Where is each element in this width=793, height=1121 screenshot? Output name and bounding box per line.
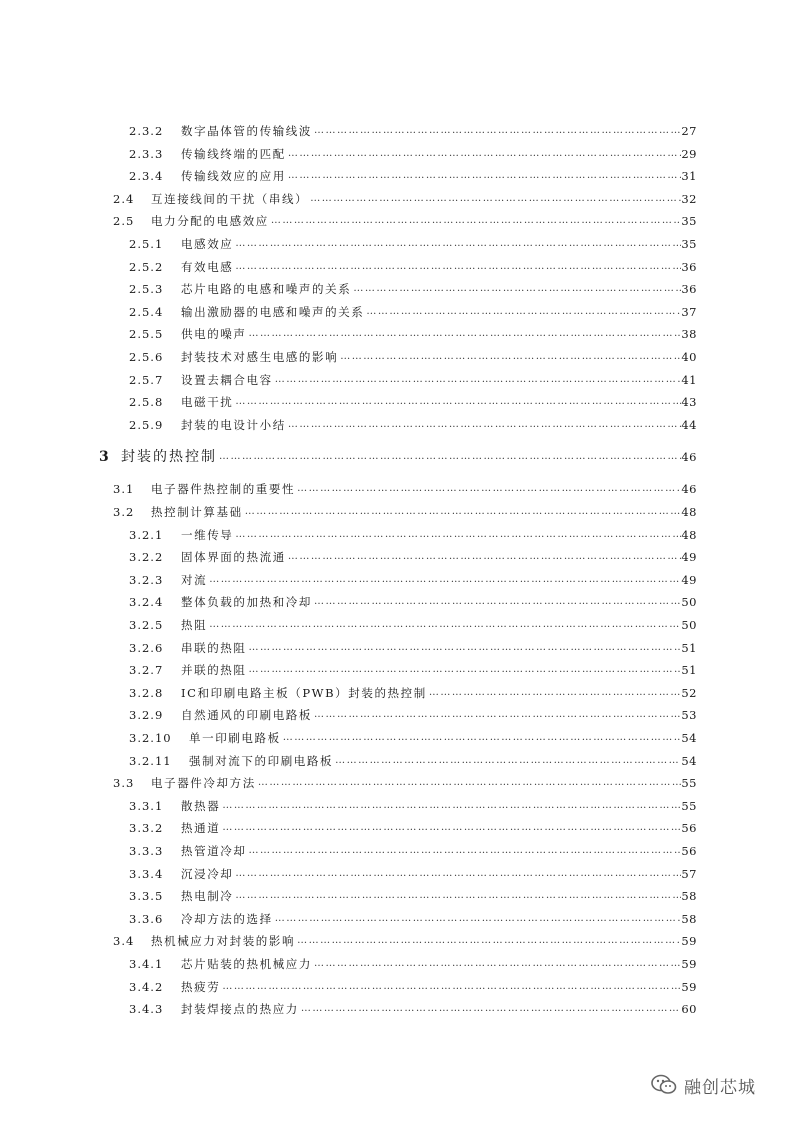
toc-entry-number: 3.3.1: [129, 798, 164, 813]
toc-entry-title: 设置去耦合电容: [181, 372, 273, 387]
toc-entry-number: 2.3.3: [129, 146, 164, 161]
toc-entry-title: 强制对流下的印刷电路板: [189, 753, 334, 768]
toc-leader-dots: [258, 776, 682, 790]
toc-entry[interactable]: [129, 276, 697, 296]
toc-entry[interactable]: [129, 367, 697, 387]
toc-entry-title: 传输线终端的匹配: [181, 146, 286, 161]
toc-entry-page: 46: [681, 482, 697, 497]
toc-entry-number: 2.5: [113, 214, 135, 229]
toc-leader-dots: [366, 305, 681, 319]
toc-entry[interactable]: [129, 118, 697, 138]
toc-entry-number: 3.3: [113, 776, 135, 791]
toc-entry[interactable]: [129, 544, 697, 564]
toc-entry-number: 2.5.7: [129, 372, 164, 387]
toc-entry-page: 54: [681, 731, 697, 745]
toc-entry[interactable]: [129, 321, 697, 341]
toc-leader-dots: [314, 708, 681, 722]
toc-entry[interactable]: [129, 861, 697, 881]
toc-entry[interactable]: [129, 793, 697, 813]
toc-entry-page: 51: [681, 663, 697, 678]
toc-entry-page: 51: [681, 640, 697, 655]
toc-entry[interactable]: [129, 906, 697, 926]
toc-entry-page: 52: [681, 685, 697, 700]
toc-leader-dots: [314, 595, 681, 609]
toc-entry-number: 3.2.6: [129, 640, 164, 655]
toc-entry-number: 3.3.4: [129, 866, 164, 881]
toc-leader-dots: [235, 395, 681, 409]
toc-entry-page: 59: [681, 957, 697, 971]
toc-leader-dots: [283, 731, 682, 745]
toc-leader-dots: [297, 934, 681, 948]
toc-entry-title: 供电的噪声: [181, 327, 247, 342]
toc-entry-number: 3.4.1: [129, 957, 164, 971]
toc-entry-title: 沉浸冷却: [181, 866, 234, 881]
toc-entry-title: 热机械应力对封装的影响: [151, 934, 296, 949]
toc-entry-title: 芯片电路的电感和噪声的关系: [181, 282, 352, 297]
toc-entry[interactable]: [129, 748, 697, 768]
toc-entry[interactable]: [129, 612, 697, 632]
toc-leader-dots: [288, 418, 682, 432]
toc-entry[interactable]: [129, 389, 697, 409]
toc-entry[interactable]: [113, 499, 697, 519]
toc-entry-page: 53: [681, 708, 697, 723]
toc-leader-dots: [335, 754, 681, 768]
toc-leader-dots: [249, 327, 682, 341]
toc-entry-page: 60: [681, 1002, 697, 1017]
toc-leader-dots: [245, 505, 682, 519]
toc-entry-title: 电磁干扰: [181, 395, 234, 410]
toc-entry-page: 46: [681, 450, 697, 465]
toc-entry-page: 54: [681, 753, 697, 768]
toc-entry-title: 封装的热控制: [121, 449, 217, 466]
toc-entry-title: 自然通风的印刷电路板: [181, 708, 312, 723]
toc-entry-page: 59: [681, 934, 697, 949]
toc-entry-title: 串联的热阻: [181, 640, 247, 655]
toc-entry-number: 3.2.5: [129, 618, 164, 632]
toc-entry-title: 传输线效应的应用: [181, 169, 286, 184]
toc-entry-number: 3.3.3: [129, 844, 164, 858]
toc-entry-page: 36: [681, 282, 697, 297]
toc-leader-dots: [219, 450, 681, 464]
toc-leader-dots: [249, 641, 682, 655]
toc-entry[interactable]: [113, 476, 697, 496]
toc-entry-page: 27: [681, 124, 697, 138]
toc-entry-page: 32: [681, 191, 697, 206]
toc-entry-page: 49: [681, 572, 697, 587]
toc-entry-number: 2.5.6: [129, 350, 164, 364]
toc-entry-title: 固体界面的热流通: [181, 550, 286, 565]
toc-entry-number: 3.2.11: [129, 753, 172, 768]
toc-entry-title: 整体负载的加热和冷却: [181, 595, 312, 610]
toc-entry-page: 37: [681, 304, 697, 319]
toc-entry-number: 3.4.2: [129, 979, 164, 994]
toc-leader-dots: [288, 169, 682, 183]
toc-entry-number: 2.5.4: [129, 304, 164, 319]
toc-entry-title: 电子器件冷却方法: [151, 776, 256, 791]
toc-entry[interactable]: [129, 412, 697, 432]
toc-entry-number: 3.2.3: [129, 572, 164, 587]
toc-entry-title: 热疲劳: [181, 979, 221, 994]
toc-leader-dots: [249, 663, 682, 677]
toc-leader-dots: [235, 237, 681, 251]
toc-entry-number: 3.4.3: [129, 1002, 164, 1017]
toc-leader-dots: [222, 980, 681, 994]
toc-entry[interactable]: [113, 186, 697, 206]
toc-entry-page: 31: [681, 169, 697, 184]
toc-entry-number: 3.2.7: [129, 663, 164, 678]
toc-entry[interactable]: [129, 815, 697, 835]
toc-entry[interactable]: [129, 344, 697, 364]
toc-entry-number: 3.2.1: [129, 527, 164, 542]
toc-entry-number: 3.3.2: [129, 821, 164, 836]
toc-entry-number: 3.2.8: [129, 685, 164, 700]
toc-entry-title: 热控制计算基础: [151, 505, 243, 519]
toc-leader-dots: [275, 373, 682, 387]
toc-entry[interactable]: [129, 657, 697, 677]
toc-entry[interactable]: [113, 770, 697, 790]
toc-entry[interactable]: [129, 589, 697, 609]
toc-entry-title: 电子器件热控制的重要性: [151, 482, 296, 497]
toc-leader-dots: [271, 214, 681, 228]
toc-entry-number: 3.2.2: [129, 550, 164, 565]
toc-entry-number: 2.5.8: [129, 395, 164, 410]
toc-leader-dots: [301, 1002, 681, 1016]
toc-leader-dots: [222, 821, 681, 835]
toc-entry-title: 对流: [181, 572, 208, 587]
toc-entry-number: 2.3.4: [129, 169, 164, 184]
wechat-icon: [650, 1073, 678, 1097]
toc-entry[interactable]: [129, 702, 697, 722]
toc-leader-dots: [340, 350, 681, 364]
toc-entry-page: 29: [681, 146, 697, 161]
toc-entry[interactable]: [129, 522, 697, 542]
toc-entry-page: 56: [681, 821, 697, 836]
toc-leader-dots: [429, 686, 682, 700]
toc-entry-title: 芯片贴装的热机械应力: [181, 957, 312, 971]
toc-entry[interactable]: [129, 231, 697, 251]
toc-entry-title: 一维传导: [181, 527, 234, 542]
toc-leader-dots: [222, 799, 681, 813]
toc-leader-dots: [209, 618, 681, 632]
toc-entry-number: 2.3.2: [129, 124, 164, 138]
toc-entry[interactable]: [129, 680, 697, 700]
toc-entry[interactable]: [129, 567, 697, 587]
toc-entry-number: 3.3.5: [129, 889, 164, 904]
toc-entry-page: 50: [681, 618, 697, 632]
toc-entry-page: 59: [681, 979, 697, 994]
toc-entry-number: 3.1: [113, 482, 135, 497]
toc-entry-page: 56: [681, 844, 697, 858]
toc-entry-title: 热通道: [181, 821, 221, 836]
toc-entry-number: 3: [99, 449, 110, 466]
toc-entry-page: 40: [681, 350, 697, 364]
toc-entry-number: 2.5.5: [129, 327, 164, 342]
toc-entry-title: IC和印刷电路主板（PWB）封装的热控制: [181, 685, 427, 700]
toc-entry[interactable]: [113, 928, 697, 948]
toc-leader-dots: [353, 282, 681, 296]
toc-entry-page: 58: [681, 889, 697, 904]
toc-entry-number: 2.5.1: [129, 237, 164, 251]
toc-entry-number: 3.2.10: [129, 731, 172, 745]
toc-entry-title: 封装焊接点的热应力: [181, 1002, 299, 1017]
toc-leader-dots: [310, 192, 681, 206]
toc-entry[interactable]: [129, 635, 697, 655]
toc-entry[interactable]: [129, 299, 697, 319]
toc-entry[interactable]: [129, 951, 697, 971]
toc-entry-title: 热阻: [181, 618, 208, 632]
toc-entry-page: 55: [681, 776, 697, 791]
toc-leader-dots: [314, 957, 681, 971]
toc-entry-page: 44: [681, 417, 697, 432]
toc-entry-title: 封装的电设计小结: [181, 417, 286, 432]
toc-entry[interactable]: [129, 974, 697, 994]
watermark-text: 融创芯城: [684, 1077, 756, 1098]
toc-entry-page: 50: [681, 595, 697, 610]
toc-entry-number: 3.2: [113, 505, 135, 519]
toc-entry[interactable]: [113, 208, 697, 228]
toc-leader-dots: [297, 482, 681, 496]
toc-entry-page: 35: [681, 214, 697, 229]
toc-entry-number: 3.4: [113, 934, 135, 949]
toc-chapter-entry[interactable]: [99, 444, 697, 464]
toc-entry-page: 43: [681, 395, 697, 410]
toc-entry-page: 49: [681, 550, 697, 565]
toc-leader-dots: [235, 867, 681, 881]
toc-entry-title: 热管道冷却: [181, 844, 247, 858]
toc-entry[interactable]: [129, 725, 697, 745]
toc-entry-page: 48: [681, 505, 697, 519]
toc-leader-dots: [209, 573, 681, 587]
toc-entry-title: 电感效应: [181, 237, 234, 251]
toc-entry-page: 58: [681, 911, 697, 926]
toc-entry-title: 互连接线间的干扰（串线）: [151, 191, 309, 206]
toc-entry-page: 38: [681, 327, 697, 342]
toc-entry-title: 散热器: [181, 798, 221, 813]
toc-entry[interactable]: [129, 996, 697, 1016]
toc-leader-dots: [275, 912, 682, 926]
toc-entry-title: 热电制冷: [181, 889, 234, 904]
toc-entry-title: 数字晶体管的传输线波: [181, 124, 312, 138]
toc-entry-page: 35: [681, 237, 697, 251]
toc-entry-title: 有效电感: [181, 259, 234, 274]
toc-leader-dots: [288, 147, 682, 161]
toc-entry[interactable]: [129, 163, 697, 183]
toc-entry[interactable]: [129, 838, 697, 858]
toc-entry[interactable]: [129, 883, 697, 903]
toc-entry-number: 2.5.9: [129, 417, 164, 432]
toc-entry-page: 48: [681, 527, 697, 542]
toc-entry-number: 2.4: [113, 191, 135, 206]
toc-entry-number: 3.2.9: [129, 708, 164, 723]
toc-entry-number: 2.5.2: [129, 259, 164, 274]
toc-leader-dots: [314, 124, 681, 138]
toc-entry-number: 2.5.3: [129, 282, 164, 297]
toc-entry-title: 电力分配的电感效应: [151, 214, 269, 229]
toc-leader-dots: [249, 844, 682, 858]
toc-entry-page: 36: [681, 259, 697, 274]
toc-leader-dots: [288, 550, 682, 564]
toc-leader-dots: [235, 260, 681, 274]
toc-leader-dots: [235, 889, 681, 903]
toc-entry-title: 冷却方法的选择: [181, 911, 273, 926]
toc-entry-title: 输出激励器的电感和噪声的关系: [181, 304, 365, 319]
toc-entry-page: 41: [681, 372, 697, 387]
toc-leader-dots: [235, 528, 681, 542]
watermark: [650, 1070, 756, 1100]
toc-entry-title: 封装技术对感生电感的影响: [181, 350, 339, 364]
toc-entry-number: 3.2.4: [129, 595, 164, 610]
toc-entry-number: 3.3.6: [129, 911, 164, 926]
toc-entry[interactable]: [129, 141, 697, 161]
toc-entry-page: 57: [681, 866, 697, 881]
toc-entry-title: 并联的热阻: [181, 663, 247, 678]
toc-entry-title: 单一印刷电路板: [189, 731, 281, 745]
toc-entry-page: 55: [681, 798, 697, 813]
toc-entry[interactable]: [129, 254, 697, 274]
